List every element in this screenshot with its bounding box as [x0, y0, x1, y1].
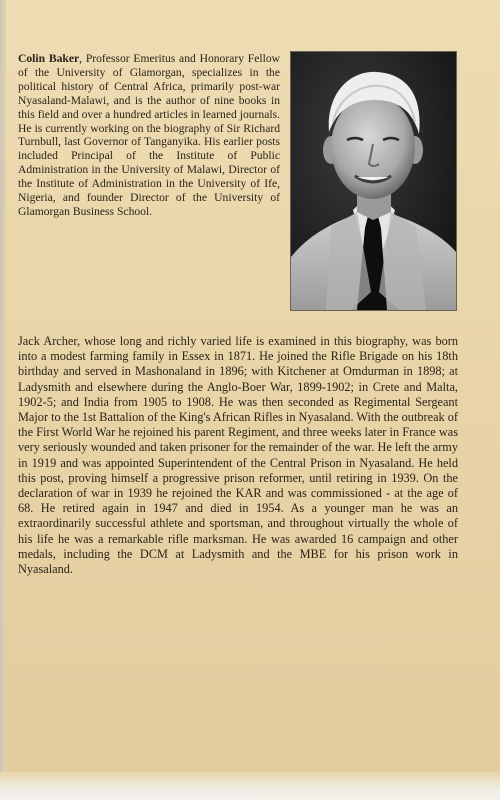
author-portrait-image [291, 52, 456, 310]
book-description: Jack Archer, whose long and richly varied life is examined in this biography, was born into a modest farming family in Essex in 1871. He joined the Rifle Brigade on his 18th birthday and served in Mashonaland in 1896; with Kitchener at Omdurman in 1898; at Ladysmith and elsewhere during the Anglo-Boer War, 1899-1902; in Crete and Malta, 1902-5; and India from 1905 to 1908. He was then seconded as Regimental Sergeant Major to the 1st Battalion of the King's African Rifles in Nyasaland. With the outbreak of the First World War he rejoined his parent Regiment, and three weeks later in France was very seriously wounded and taken prisoner for the remainder of the war. He left the army in 1919 and was appointed Superintendent of the Central Prison in Nyasaland. He held this post, proving himself a progressive prison reformer, until retiring in 1939. On the declaration of war in 1939 he rejoined the KAR and was commissioned - at the age of 68. He retired again in 1947 and died in 1954. As a younger man he was an extraordinarily successful athlete and sportsman, and throughout virtually the whole of his life he was a remarkable rifle marksman. He was awarded 16 campaign and other medals, including the DCM at Ladysmith and the MBE for his prison work in Nyasaland. [18, 334, 458, 577]
cover-left-edge [0, 0, 6, 800]
author-photo [291, 52, 456, 310]
author-name: Colin Baker [18, 52, 80, 65]
cover-bottom-edge [0, 772, 500, 800]
author-bio [18, 52, 280, 219]
author-bio-text: , Professor Emeritus and Honorary Fellow of the University of Glamorgan, specializes in the political history of Central Africa, primarily post-war Nyasaland-Malawi, and is the author of nine books in this field and over a hundred articles in learned journals. He is currently working on the biography of Sir Richard Turnbull, last Governor of Tanganyika. His earlier posts included Principal of the Institute of Public Administration in the University of Malawi, Director of the Institute of Administration in the University of Ife, Nigeria, and founder Director of the University of Glamorgan Business School. [18, 52, 280, 218]
